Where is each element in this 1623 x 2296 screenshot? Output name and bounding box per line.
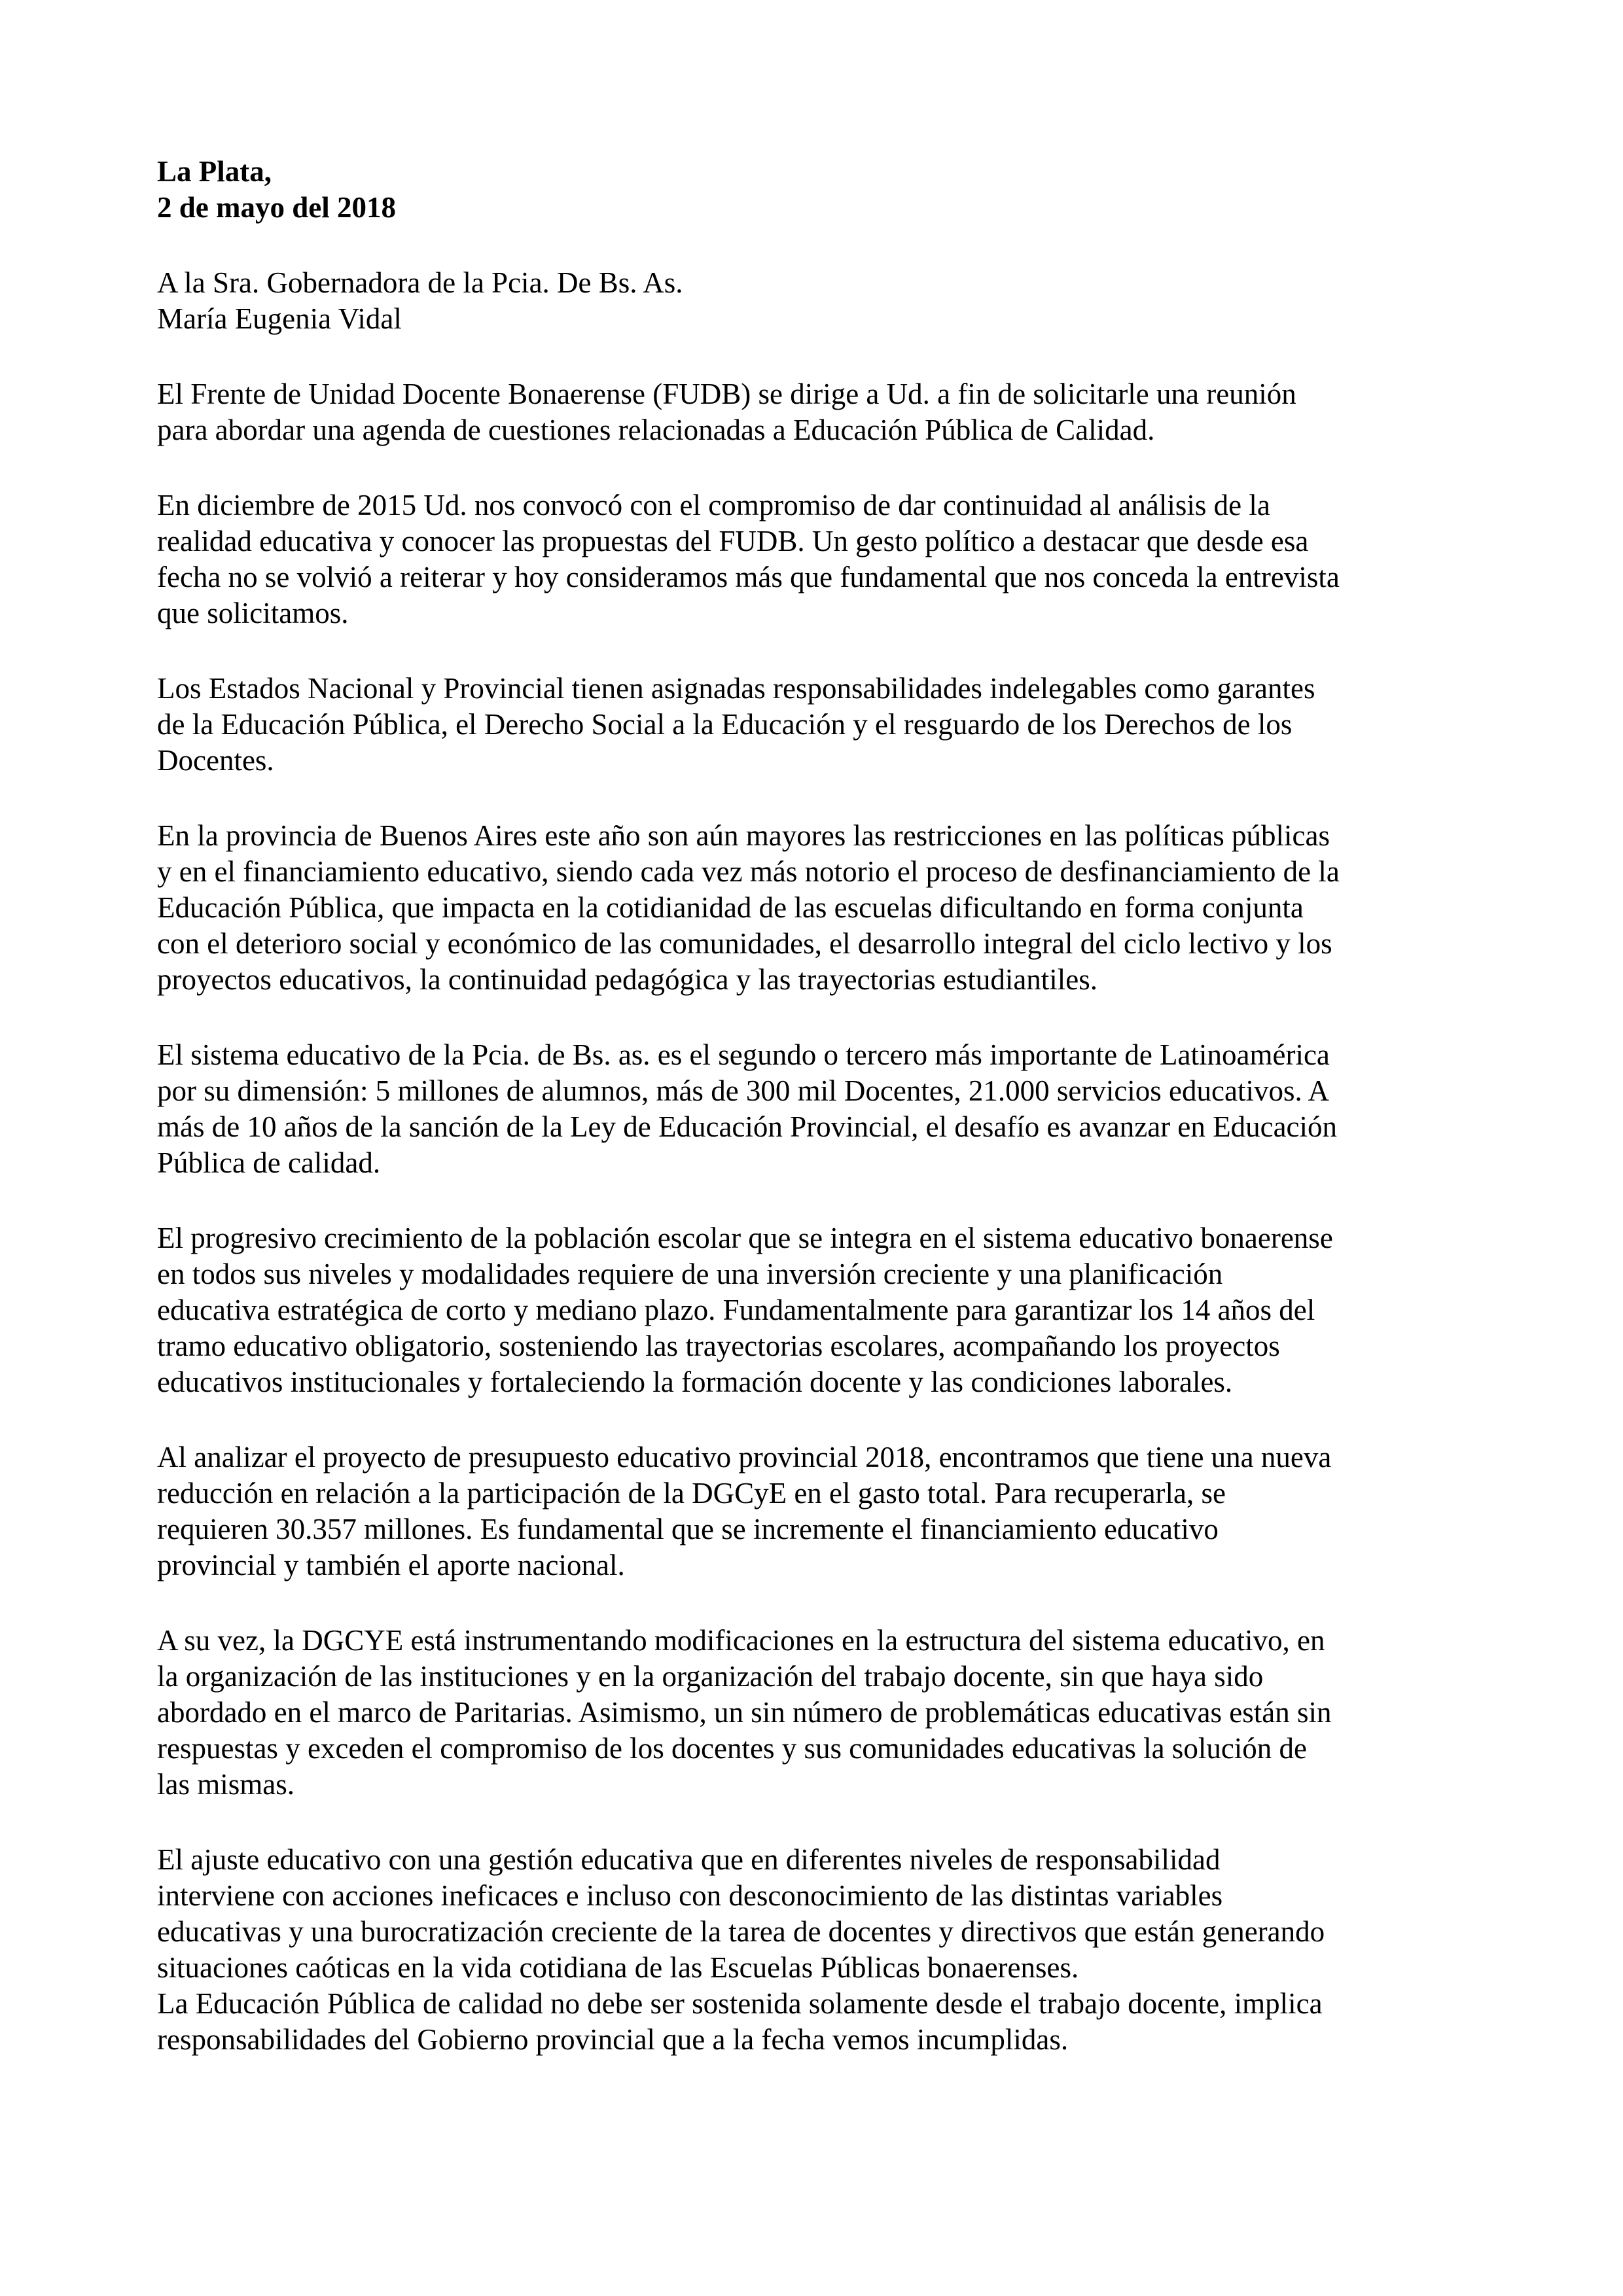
letter-paragraph-8: A su vez, la DGCYE está instrumentando modificaciones en la estructura del sistema educativo, en la organización de las instituciones y en la organización del trabajo docente, sin que haya sido abordado en el marco de Paritarias. Asimismo, un sin número de problemáticas educativas están sin respuestas y exceden el compromiso de los docentes y sus comunidades educativas la solución de las mismas. <box>157 1624 1332 1801</box>
letter-paragraph-2: En diciembre de 2015 Ud. nos convocó con el compromiso de dar continuidad al análisis de la realidad educativa y conocer las propuestas del FUDB. Un gesto político a destacar que desde esa fecha no se volvió a reiterar y hoy consideramos más que fundamental que nos conceda la entrevista que solicitamos. <box>157 489 1340 629</box>
letter-paragraph-7: Al analizar el proyecto de presupuesto educativo provincial 2018, encontramos que tiene una nueva reducción en relación a la participación de la DGCyE en el gasto total. Para recuperarla, se requieren 30.357 millones. Es fundamental que se incremente el financiamiento educativo provincial y también el aporte nacional. <box>157 1441 1332 1581</box>
letter-paragraph-6: El progresivo crecimiento de la población escolar que se integra en el sistema educativo bonaerense en todos sus niveles y modalidades requiere de una inversión creciente y una planificación educativa estratégica de corto y mediano plazo. Fundamentalmente para garantizar los 14 años del tramo educativo obligatorio, sosteniendo las trayectorias escolares, acompañando los proyectos educativos institucionales y fortaleciendo la formación docente y las condiciones laborales. <box>157 1222 1333 1398</box>
letter-paragraph-4: En la provincia de Buenos Aires este año son aún mayores las restricciones en las políticas públicas y en el financiamiento educativo, siendo cada vez más notorio el proceso de desfinanciamiento de la Educación Pública, que impacta en la cotidianidad de las escuelas dificultando en forma conjunta con el deterioro social y económico de las comunidades, el desarrollo integral del ciclo lectivo y los proyectos educativos, la continuidad pedagógica y las trayectorias estudiantiles. <box>157 819 1340 996</box>
letter-paragraph-5: El sistema educativo de la Pcia. de Bs. as. es el segundo o tercero más importante de Latinoamérica por su dimensión: 5 millones de alumnos, más de 300 mil Docentes, 21.000 servicios educativos. A más de 10 años de la sanción de la Ley de Educación Provincial, el desafío es avanzar en Educación Pública de calidad. <box>157 1038 1338 1179</box>
letter-paragraph-1: El Frente de Unidad Docente Bonaerense (FUDB) se dirige a Ud. a fin de solicitarle una reunión para abordar una agenda de cuestiones relacionadas a Educación Pública de Calidad. <box>157 378 1296 446</box>
letter-paragraph-9: El ajuste educativo con una gestión educativa que en diferentes niveles de responsabilidad interviene con acciones ineficaces e incluso con desconocimiento de las distintas variables educativas y una burocratización creciente de la tarea de docentes y directivos que están generando situaciones caóticas en la vida cotidiana de las Escuelas Públicas bonaerenses. La Educación Pública de calidad no debe ser sostenida solamente desde el trabajo docente, implica responsabilidades del Gobierno provincial que a la fecha vemos incumplidas. <box>157 1843 1325 2056</box>
letter-paragraph-3: Los Estados Nacional y Provincial tienen asignadas responsabilidades indelegables como garantes de la Educación Pública, el Derecho Social a la Educación y el resguardo de los Derechos de los Docentes. <box>157 672 1315 777</box>
letter-date-block: La Plata, 2 de mayo del 2018 <box>157 155 396 224</box>
letter-recipient-block: A la Sra. Gobernadora de la Pcia. De Bs. As. María Eugenia Vidal <box>157 266 683 335</box>
